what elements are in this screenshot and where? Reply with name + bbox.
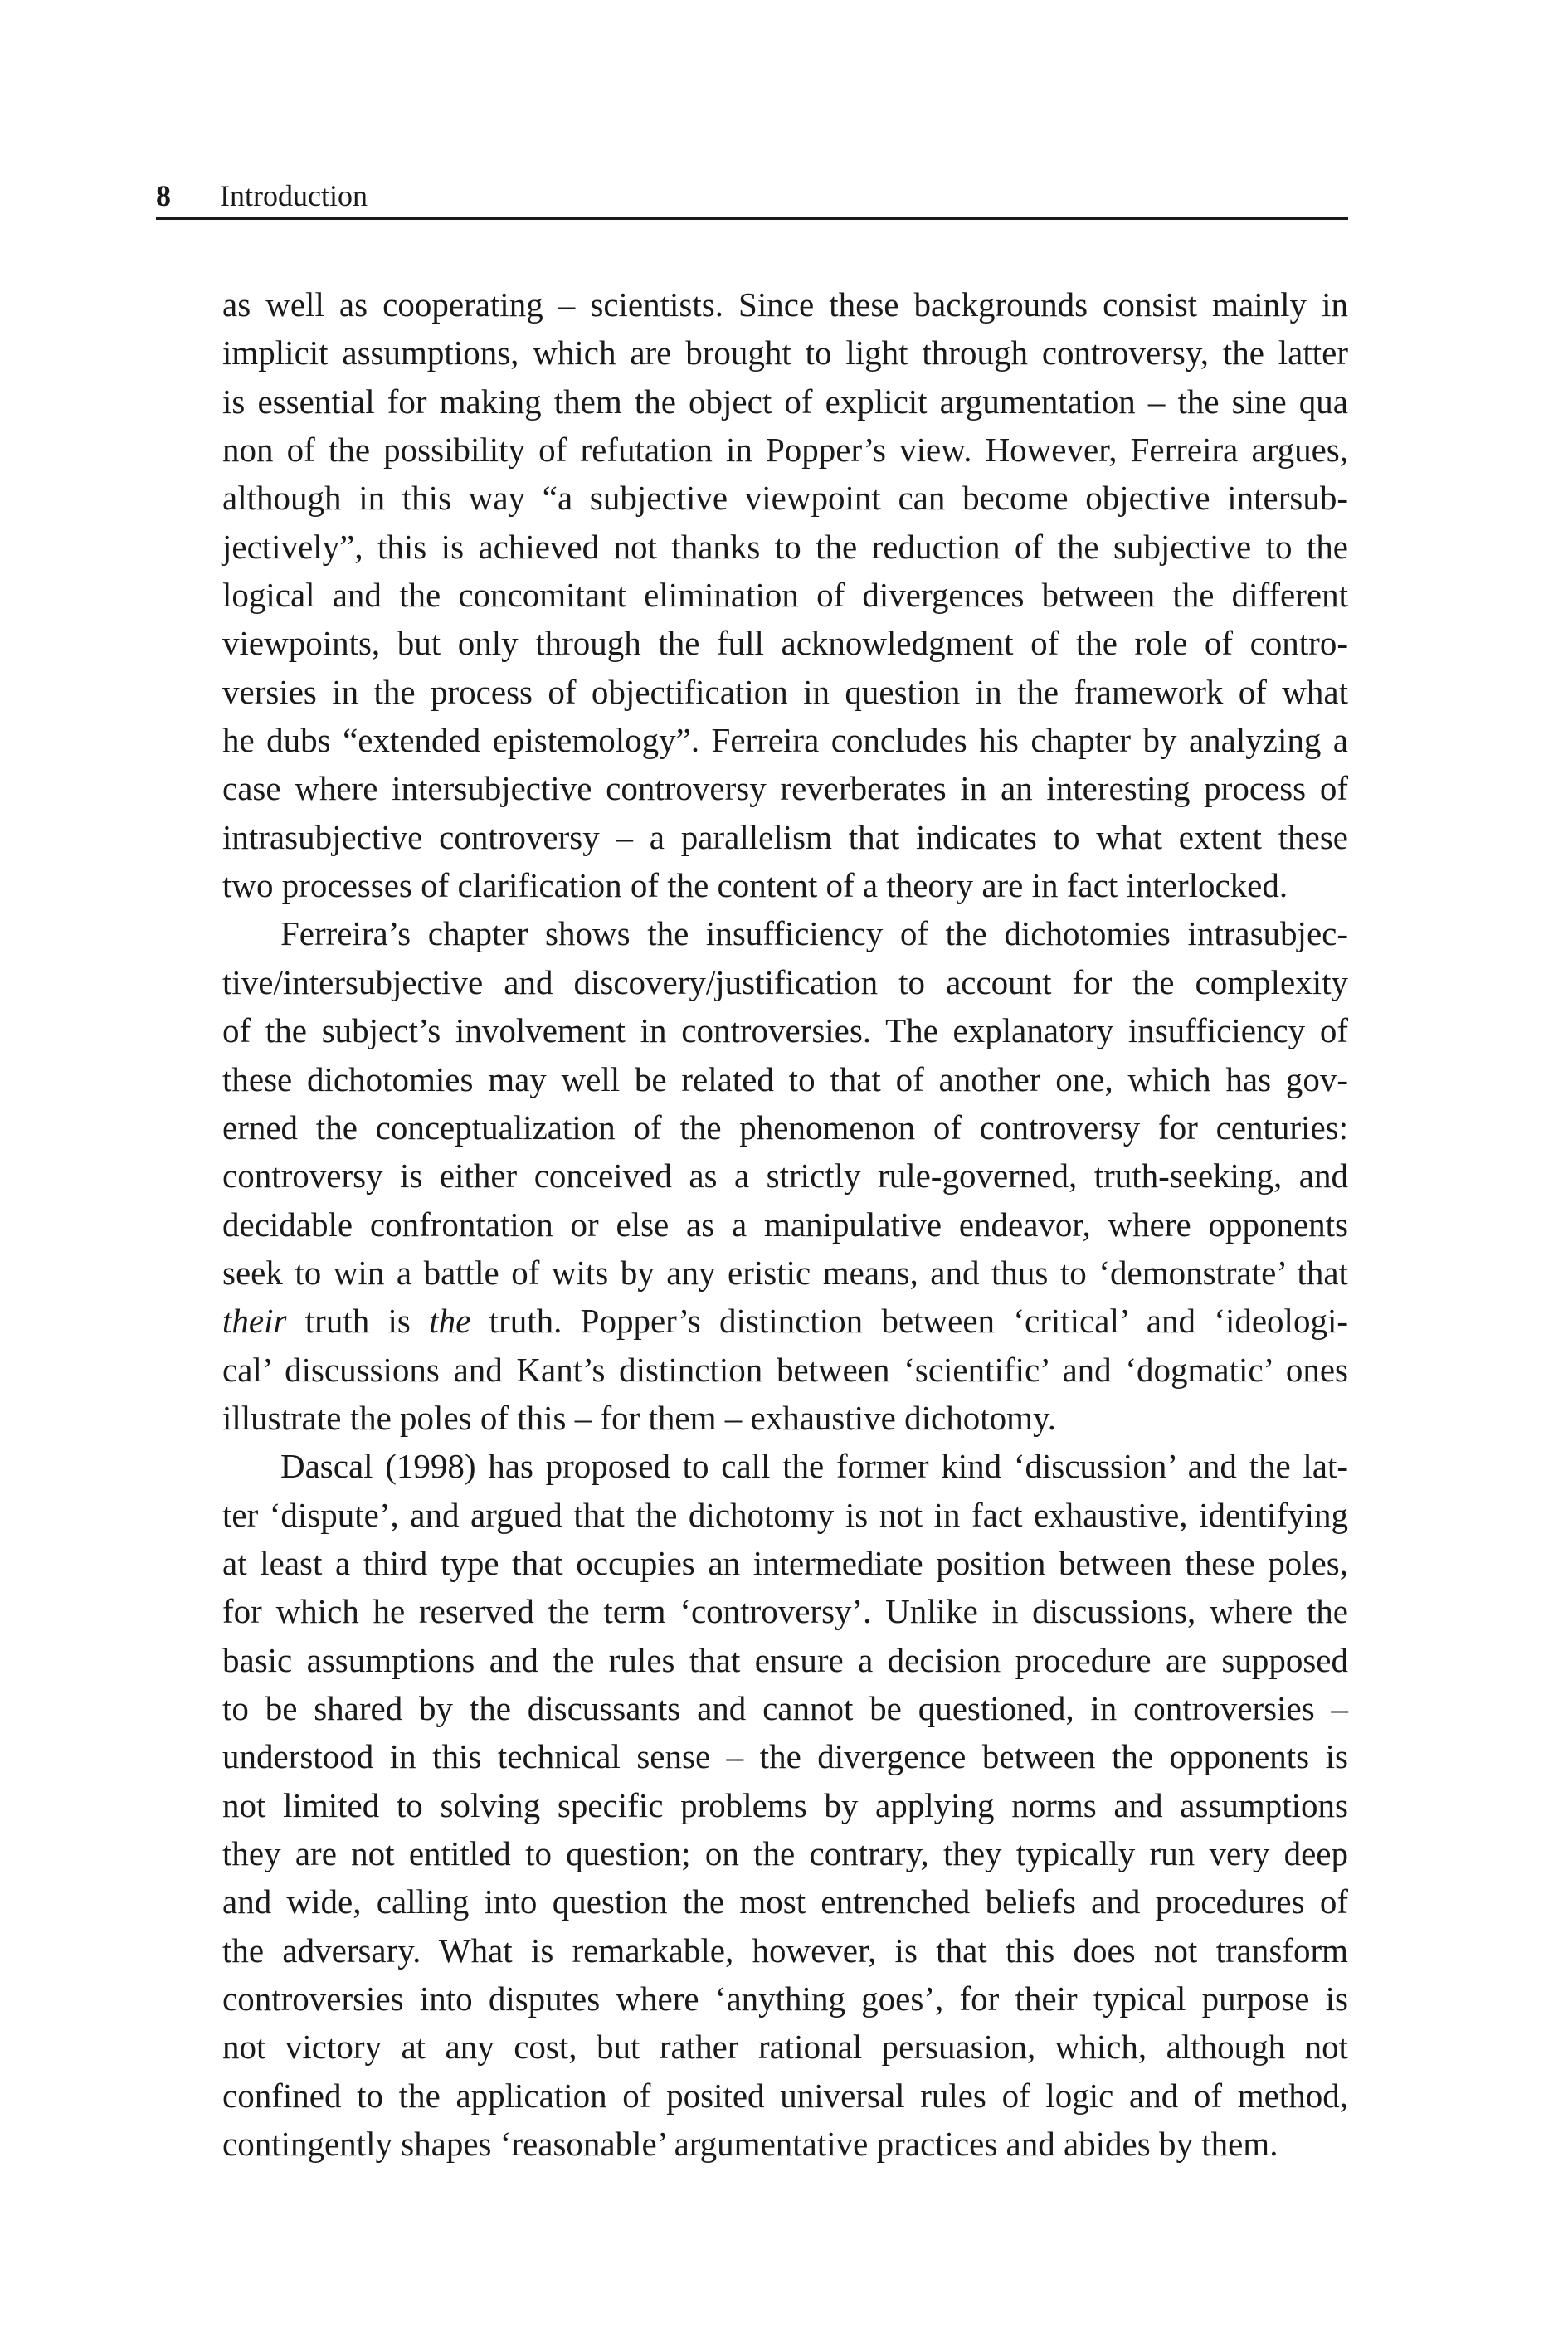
text-line: of the subject’s involvement in controversies. The explanatory insufficiency of	[222, 1011, 1348, 1050]
text-line: confined to the application of posited universal rules of logic and of method,	[222, 2076, 1348, 2115]
text-line: cal’ discussions and Kant’s distinction between ‘scientific’ and ‘dogmatic’ ones	[222, 1350, 1348, 1389]
text-fragment: truth is	[286, 1302, 430, 1341]
text-line: Dascal (1998) has proposed to call the former kind ‘discussion’ and the lat-	[280, 1447, 1348, 1486]
text-fragment: truth. Popper’s distinction between ‘critical’ and ‘ideologi-	[470, 1302, 1348, 1341]
page-number: 8	[156, 179, 171, 212]
text-line: non of the possibility of refutation in Popper’s view. However, Ferreira argues,	[222, 431, 1348, 470]
emphasis-their: their	[222, 1302, 287, 1341]
text-line: understood in this technical sense – the divergence between the opponents is	[222, 1737, 1348, 1776]
text-line: Ferreira’s chapter shows the insufficiency of the dichotomies intrasubjec-	[280, 914, 1348, 953]
text-line: contingently shapes ‘reasonable’ argumentative practices and abides by them.	[222, 2125, 1278, 2164]
text-line: these dichotomies may well be related to that of another one, which has gov-	[222, 1059, 1348, 1098]
text-line: decidable confrontation or else as a manipulative endeavor, where opponents	[222, 1205, 1348, 1244]
text-line: controversy is either conceived as a strictly rule-governed, truth-seeking, and	[222, 1157, 1348, 1195]
text-line: two processes of clarification of the content of a theory are in fact interlocked.	[222, 866, 1288, 905]
text-line: at least a third type that occupies an intermediate position between these poles,	[222, 1543, 1348, 1582]
text-line: viewpoints, but only through the full acknowledgment of the role of contro-	[222, 624, 1348, 663]
text-line: although in this way “a subjective viewpoint can become objective intersub-	[222, 479, 1348, 518]
text-line: as well as cooperating – scientists. Since these backgrounds consist mainly in	[222, 285, 1348, 324]
text-line: not limited to solving specific problems by applying norms and assumptions	[222, 1785, 1348, 1824]
text-line: jectively”, this is achieved not thanks to the reduction of the subjective to the	[222, 527, 1348, 566]
text-line: versies in the process of objectification in question in the framework of what	[222, 672, 1348, 711]
body-text	[222, 280, 1348, 2168]
text-line: tive/intersubjective and discovery/justification to account for the complexity	[222, 962, 1348, 1001]
text-line: logical and the concomitant elimination of divergences between the different	[222, 576, 1348, 615]
text-line: basic assumptions and the rules that ensure a decision procedure are supposed	[222, 1640, 1348, 1679]
running-head	[156, 171, 1348, 220]
running-title: Introduction	[220, 179, 368, 212]
text-line: not victory at any cost, but rather rational persuasion, which, although not	[222, 2028, 1348, 2067]
text-line: is essential for making them the object of explicit argumentation – the sine qua	[222, 382, 1348, 421]
text-line: controversies into disputes where ‘anything goes’, for their typical purpose is	[222, 1979, 1348, 2018]
paragraph-1	[222, 280, 1348, 909]
text-line-with-emphasis	[222, 1297, 1348, 1345]
text-line: to be shared by the discussants and cannot be questioned, in controversies –	[222, 1688, 1348, 1727]
text-line: the adversary. What is remarkable, however, is that this does not transform	[222, 1931, 1348, 1970]
text-line: and wide, calling into question the most entrenched beliefs and procedures of	[222, 1882, 1348, 1921]
paragraph-3	[222, 1442, 1348, 2168]
text-line: he dubs “extended epistemology”. Ferreira concludes his chapter by analyzing a	[222, 721, 1348, 760]
text-line: ter ‘dispute’, and argued that the dichotomy is not in fact exhaustive, identifying	[222, 1495, 1348, 1534]
text-line: illustrate the poles of this – for them – exhaustive dichotomy.	[222, 1398, 1057, 1437]
paragraph-2	[222, 909, 1348, 1442]
text-line: implicit assumptions, which are brought to light through controversy, the latter	[222, 334, 1348, 373]
text-line: seek to win a battle of wits by any eristic means, and thus to ‘demonstrate’ that	[222, 1253, 1348, 1292]
text-line: for which he reserved the term ‘controversy’. Unlike in discussions, where the	[222, 1592, 1348, 1631]
emphasis-the: the	[429, 1302, 471, 1341]
text-line: case where intersubjective controversy reverberates in an interesting process of	[222, 769, 1348, 808]
text-line: erned the conceptualization of the phenomenon of controversy for centuries:	[222, 1108, 1348, 1147]
text-line: intrasubjective controversy – a parallelism that indicates to what extent these	[222, 817, 1348, 856]
text-line: they are not entitled to question; on the contrary, they typically run very deep	[222, 1834, 1348, 1872]
